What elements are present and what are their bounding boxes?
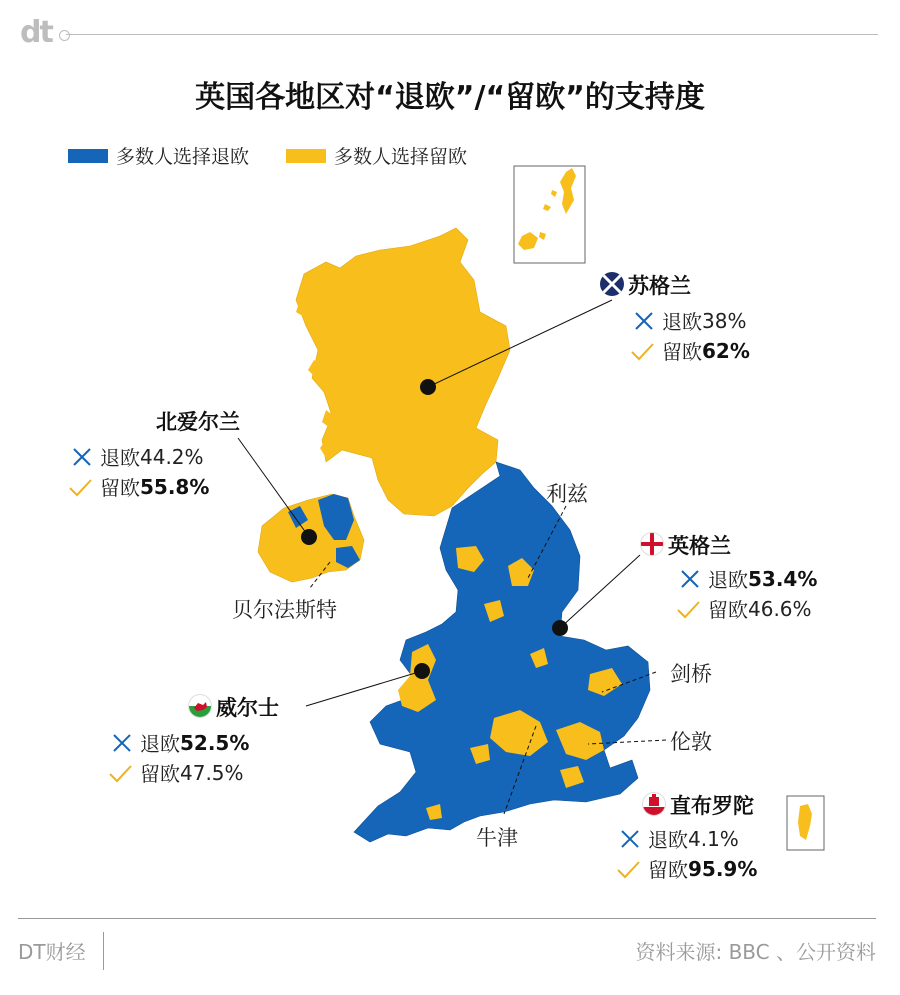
northern-ireland-remain-pct: 55.8% [140,474,210,499]
gibraltar-leave-pct: 4.1% [688,826,739,851]
wales-remain-label: 留欧 [140,762,180,786]
scotland-leave-label: 退欧 [662,310,702,334]
city-label-cambridge: 剑桥 [670,662,712,686]
remain-check-icon [68,477,92,497]
footer-brand: DT财经 [18,940,86,964]
gibraltar-leave-label: 退欧 [648,828,688,852]
northern-ireland-location-dot [301,529,317,545]
northern-ireland-leave-stat [72,442,204,471]
legend-label-remain: 多数人选择留欧 [334,146,468,168]
footer-rule [18,918,876,919]
legend-label-leave: 多数人选择退欧 [116,146,250,168]
remain-check-icon [676,599,700,619]
wales-leave-label: 退欧 [140,732,180,756]
wales-remain-pct: 47.5% [180,760,244,785]
city-label-london: 伦敦 [670,730,712,754]
scotland-leave-pct: 38% [702,308,747,333]
northern-ireland-leave-pct: 44.2% [140,444,204,469]
scotland-area [296,228,510,516]
england-leave-label: 退欧 [708,568,748,592]
wales-leave-stat [112,728,249,757]
dt-logo: dt [20,15,52,50]
leave-cross-icon [112,733,132,753]
scotland-flag-icon [600,272,624,296]
city-label-belfast: 贝尔法斯特 [232,598,337,622]
england-remain-stat [676,594,812,623]
gibraltar-remain-label: 留欧 [648,858,688,882]
leave-cross-icon [680,569,700,589]
gibraltar-remain-pct: 95.9% [688,856,758,881]
city-label-leeds: 利兹 [546,482,588,506]
northern-ireland-leave-label: 退欧 [100,446,140,470]
wales-leave-pct: 52.5% [180,730,250,755]
city-label-oxford: 牛津 [476,826,518,850]
wales-flag-icon [188,694,212,718]
england-leave-stat [680,564,817,593]
remain-check-icon [616,859,640,879]
footer-separator [103,932,104,970]
england-leave-pct: 53.4% [748,566,818,591]
england-location-dot [552,620,568,636]
scotland-location-dot [420,379,436,395]
gibraltar-leave-stat [620,824,739,853]
england-remain-label: 留欧 [708,598,748,622]
northern-ireland-name: 北爱尔兰 [156,410,240,434]
leave-cross-icon [72,447,92,467]
scotland-name: 苏格兰 [628,274,691,298]
scotland-leave-stat [634,306,746,335]
wales-name: 威尔士 [216,696,279,720]
wales-remain-stat [108,758,244,787]
footer-source: 资料来源: BBC 、公开资料 [635,940,876,964]
leave-cross-icon [634,311,654,331]
northern-ireland-remain-stat [68,472,209,501]
gibraltar-name: 直布罗陀 [670,794,754,818]
england-name: 英格兰 [668,534,731,558]
scotland-remain-label: 留欧 [662,340,702,364]
remain-check-icon [630,341,654,361]
remain-check-icon [108,763,132,783]
england-wales-area [354,462,650,842]
england-flag-icon [640,532,664,556]
gibraltar-remain-stat [616,854,757,883]
chart-title: 英国各地区对“退欧”/“留欧”的支持度 [195,80,705,115]
gibraltar-flag-icon [642,792,666,816]
scotland-remain-pct: 62% [702,338,750,363]
northern-ireland-remain-label: 留欧 [100,476,140,500]
wales-location-dot [414,663,430,679]
england-remain-pct: 46.6% [748,596,812,621]
leave-cross-icon [620,829,640,849]
scotland-remain-stat [630,336,750,365]
